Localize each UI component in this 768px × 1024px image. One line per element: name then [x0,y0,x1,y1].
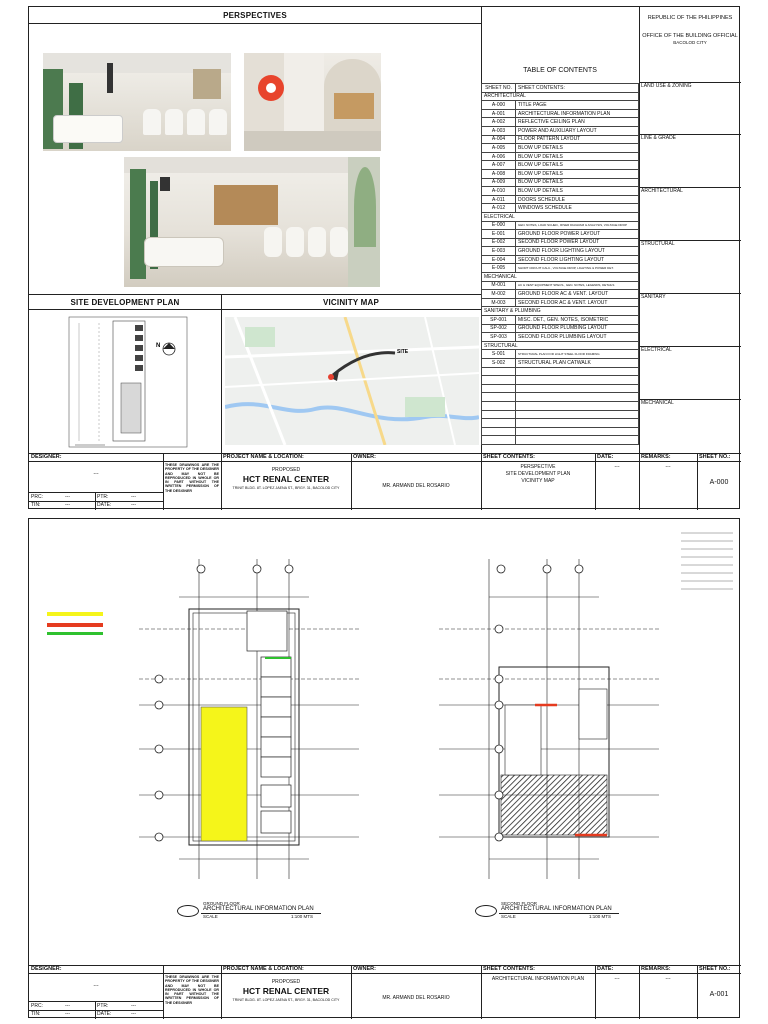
perspective-render-treatment-area [124,157,380,287]
prc-value: --- [65,1003,70,1009]
republic-text: REPUBLIC OF THE PHILIPPINES [647,15,733,21]
toc-sheet-title: DOORS SCHEDULE [516,195,639,204]
toc-row [482,187,639,196]
toc-sheet-no [482,367,516,376]
vicinity-title: VICINITY MAP [322,298,380,307]
toc-sheet-no: A-003 [482,126,516,135]
toc-row [482,144,639,153]
toc-sheet-title: GROUND FLOOR PLUMBING LAYOUT [516,324,639,333]
toc-sheet-no: E-003 [482,247,516,256]
toc-row [482,401,639,410]
proposed-label: PROPOSED [271,467,301,473]
designer-value: --- [93,983,99,989]
toc-sheet-no: A-000 [482,101,516,110]
toc-title: TABLE OF CONTENTS [523,67,597,74]
toc-sheet-no: A-009 [482,178,516,187]
discipline-label: LINE & GRADE [641,135,677,141]
toc-sheet-title: BLOW UP DETAILS [516,144,639,153]
tin-label: TIN: [31,1011,41,1017]
title-block [29,965,741,1019]
sheet-no-label: SHEET NO.: [699,454,731,460]
toc-sheet-title: REFLECTIVE CEILING PLAN [516,118,639,127]
toc-row [482,281,639,290]
second-floor-scale-label: SCALE [501,914,516,919]
toc-row [482,195,639,204]
toc-row [482,169,639,178]
sheet-a001 [28,518,740,1018]
toc-sheet-no [482,427,516,436]
perspective-render-lobby [43,53,231,151]
toc-sheet-no: E-004 [482,255,516,264]
prc-value: --- [65,494,70,500]
project-label: PROJECT NAME & LOCATION: [223,454,304,460]
toc-row [482,427,639,436]
toc-sheet-no [482,384,516,393]
toc-sheet-no: A-004 [482,135,516,144]
toc-row [482,109,639,118]
ground-floor-title-bubble [177,905,199,917]
office-text: OFFICE OF THE BUILDING OFFICIAL [642,33,738,39]
toc-row [482,152,639,161]
toc-sheet-title [516,419,639,428]
toc-row [482,307,639,316]
sheet-contents-line: PERSPECTIVE [520,464,556,470]
toc-row [482,238,639,247]
toc-sheet-title [516,401,639,410]
toc-sheet-title: BLOW UP DETAILS [516,152,639,161]
owner-label: OWNER: [353,454,376,460]
toc-row [482,359,639,368]
toc-sheet-no: M-001 [482,281,516,290]
site-label: SITE [397,349,409,355]
toc-sheet-title: SECOND FLOOR LIGHTING LAYOUT [516,255,639,264]
perspectives-title: PERSPECTIVES [223,11,287,20]
sheet-number: A-001 [709,991,729,998]
ground-floor-plan-title: ARCHITECTURAL INFORMATION PLAN [203,906,314,912]
toc-sheet-no: SP-001 [482,316,516,325]
ptr-value: --- [131,494,136,500]
toc-sheet-title [516,393,639,402]
sheet-no-label: SHEET NO.: [699,966,731,972]
toc-sheet-title: ARCHITECTURAL INFORMATION PLAN [516,109,639,118]
tin-label: TIN: [31,502,41,508]
toc-sheet-title: WINDOWS SCHEDULE [516,204,639,213]
toc-sheet-no: A-011 [482,195,516,204]
area-schedule-block [679,525,735,595]
toc-sheet-title: GROUND FLOOR LIGHTING LAYOUT [516,247,639,256]
toc-sheet-no: E-000 [482,221,516,230]
toc-section-label: MECHANICAL [482,273,639,282]
toc-section-label: ARCHITECTURAL [482,92,639,101]
toc-row [482,135,639,144]
toc-row [482,161,639,170]
remarks-label: REMARKS: [641,454,671,460]
tin-value: --- [65,1011,70,1017]
ground-floor-scale-value: 1:100 MTS [291,914,314,919]
perspective-render-reception [244,53,381,151]
second-floor-scale-value: 1:100 MTS [589,914,612,919]
toc-row [482,393,639,402]
toc-sheet-title: STRUCTURAL PLAN CATWALK [516,359,639,368]
second-floor-title-bubble [475,905,497,917]
toc-sheet-title: POWER AND AUXILIARY LAYOUT [516,126,639,135]
project-address: TRINIT BLDG. 8T. LOPEZ JAENA ST., BRGY. 31, BACOLOD CITY [232,998,340,1002]
toc-row [482,384,639,393]
toc-row [482,290,639,299]
project-name: HCT RENAL CENTER [242,986,330,996]
toc-sheet-title [516,367,639,376]
toc-sheet-no: E-005 [482,264,516,273]
toc-sheet-no: A-006 [482,152,516,161]
toc-sheet-title [516,384,639,393]
toc-sheet-no: A-008 [482,169,516,178]
toc-sheet-no [482,401,516,410]
toc-row [482,118,639,127]
project-address: TRINIT BLDG. 8T. LOPEZ JAENA ST., BRGY. 31, BACOLOD CITY [232,486,340,490]
designer-label: DESIGNER: [31,454,62,460]
toc-sheet-no: A-002 [482,118,516,127]
toc-sheet-no: A-005 [482,144,516,153]
date-column-value: --- [614,976,620,982]
toc-sheet-title: SECOND FLOOR PLUMBING LAYOUT [516,333,639,342]
ground-floor-label: GROUND FLOOR [203,901,240,906]
legend-yellow-swatch [47,612,103,616]
copyright-notice: THESE DRAWINGS ARE THE PROPERTY OF THE DESIGNER AND MAY NOT BE REPRODUCED IN WHOLE OR IN PART WITHOUT THE WRITTEN PERMISSION OF THE DESIGNER [165,975,219,1005]
toc-row [482,101,639,110]
toc-sheet-title: SHORT CIRCUIT CALC., VOLTAGE DROP, LIGHTING & POWER DET. [516,264,639,273]
toc-sheet-no [482,393,516,402]
toc-sheet-no: A-010 [482,187,516,196]
toc-sheet-no: E-002 [482,238,516,247]
ground-floor-scale-label: SCALE [203,914,218,919]
date-value: --- [131,1011,136,1017]
sheet-contents-line: VICINITY MAP [521,478,555,484]
toc-sheet-no: S-002 [482,359,516,368]
north-arrow-label: N [156,343,161,349]
toc-row [482,92,639,101]
owner-name: MR. ARMAND DEL ROSARIO [382,995,450,1001]
toc-row [482,178,639,187]
remarks-label: REMARKS: [641,966,671,972]
remarks-value: --- [665,464,671,470]
toc-sheet-title: BLOW UP DETAILS [516,169,639,178]
toc-row [482,341,639,350]
sheet-contents-line: SITE DEVELOPMENT PLAN [505,471,571,477]
toc-row [482,273,639,282]
project-label: PROJECT NAME & LOCATION: [223,966,304,972]
toc-head-sheet-no: SHEET NO. [482,84,516,93]
toc-sheet-no [482,410,516,419]
second-floor-plan [429,549,669,879]
second-floor-plan-title: ARCHITECTURAL INFORMATION PLAN [501,906,612,912]
toc-row [482,126,639,135]
toc-sheet-no: SP-002 [482,324,516,333]
proposed-label: PROPOSED [271,979,301,985]
toc-sheet-title: GROUND FLOOR POWER LAYOUT [516,230,639,239]
discipline-label: ARCHITECTURAL [641,188,683,194]
discipline-label: LAND USE & ZONING [641,83,692,89]
toc-sheet-no: SP-003 [482,333,516,342]
toc-row [482,221,639,230]
city-text: BACOLOD CITY [673,40,707,45]
toc-sheet-title: GROUND FLOOR AC & VENT. LAYOUT [516,290,639,299]
discipline-label: MECHANICAL [641,400,674,406]
title-block [29,453,741,510]
owner-label: OWNER: [353,966,376,972]
date-column-label: DATE: [597,454,614,460]
toc-sheet-no: A-001 [482,109,516,118]
discipline-label: STRUCTURAL [641,241,675,247]
toc-row [482,204,639,213]
ptr-value: --- [131,1003,136,1009]
toc-sheet-no: A-012 [482,204,516,213]
remarks-value: --- [665,976,671,982]
toc-row [482,419,639,428]
toc-sheet-title: BLOW UP DETAILS [516,161,639,170]
toc-row [482,333,639,342]
toc-sheet-title: AC & VENT EQUIPMENT SPECS., GEN. NOTES, LEGENDS, DETAILS [516,281,639,290]
sheet-number: A-000 [709,479,729,486]
ptr-label: PTR: [97,494,109,500]
sheet-contents-label: SHEET CONTENTS: [483,966,535,972]
toc-sheet-title: SECOND FLOOR AC & VENT. LAYOUT [516,298,639,307]
toc-row [482,298,639,307]
toc-sheet-title: BLOW UP DETAILS [516,178,639,187]
toc-row [482,212,639,221]
designer-value: --- [93,471,99,477]
copyright-notice: THESE DRAWINGS ARE THE PROPERTY OF THE DESIGNER AND MAY NOT BE REPRODUCED IN WHOLE OR IN PART WITHOUT THE WRITTEN PERMISSION OF THE DESIGNER [165,463,219,493]
toc-row [482,230,639,239]
toc-sheet-title: STRUCTURAL PLAN FOR LIGHT STEEL FLOOR FRAMING [516,350,639,359]
owner-name: MR. ARMAND DEL ROSARIO [382,483,450,489]
toc-sheet-title: SECOND FLOOR POWER LAYOUT [516,238,639,247]
toc-sheet-title: MISC. DET., GEN. NOTES, ISOMETRIC [516,316,639,325]
toc-row [482,410,639,419]
date-label: DATE: [97,1011,112,1017]
discipline-label: SANITARY [641,294,666,300]
second-floor-label: SECOND FLOOR [501,901,538,906]
ground-floor-plan [129,549,369,879]
toc-section-label: SANITARY & PLUMBING [482,307,639,316]
toc-row [482,247,639,256]
sheet-contents-value [481,464,595,485]
sheet-a000 [28,6,740,509]
toc-row [482,367,639,376]
table-of-contents [481,83,639,445]
prc-label: PRC: [31,494,43,500]
sheet-contents-label: SHEET CONTENTS: [483,454,535,460]
toc-row [482,324,639,333]
toc-sheet-title: BLOW UP DETAILS [516,187,639,196]
date-column-value: --- [614,464,620,470]
prc-label: PRC: [31,1003,43,1009]
toc-sheet-title: TITLE PAGE [516,101,639,110]
toc-sheet-title [516,427,639,436]
toc-section-label: ELECTRICAL [482,212,639,221]
date-label: DATE: [97,502,112,508]
toc-row [482,436,639,445]
toc-row [482,350,639,359]
designer-label: DESIGNER: [31,966,62,972]
legend-red-swatch [47,623,103,627]
date-column-label: DATE: [597,966,614,972]
toc-sheet-no: S-001 [482,350,516,359]
site-plan-title: SITE DEVELOPMENT PLAN [70,298,180,307]
date-value: --- [131,502,136,508]
toc-sheet-no [482,436,516,445]
legend-green-swatch [47,632,103,635]
toc-sheet-no: M-002 [482,290,516,299]
site-development-plan-drawing [39,313,215,451]
toc-sheet-no: A-007 [482,161,516,170]
discipline-label: ELECTRICAL [641,347,672,353]
toc-row [482,255,639,264]
toc-sheet-title [516,410,639,419]
toc-sheet-title [516,436,639,445]
vicinity-map [225,317,479,445]
toc-section-label: STRUCTURAL [482,341,639,350]
toc-sheet-title [516,376,639,385]
tin-value: --- [65,502,70,508]
toc-row [482,264,639,273]
toc-sheet-no [482,376,516,385]
toc-sheet-no [482,419,516,428]
sheet-contents-value [481,976,595,983]
toc-sheet-title: GEN. NOTES, LOAD SCHED., RISER DIAGRAM & ANALYSIS, VOLTAGE DROP [516,221,639,230]
ptr-label: PTR: [97,1003,109,1009]
toc-sheet-no: E-001 [482,230,516,239]
toc-row [482,316,639,325]
toc-row [482,376,639,385]
toc-sheet-title: FLOOR PATTERN LAYOUT [516,135,639,144]
sheet-contents-line: ARCHITECTURAL INFORMATION PLAN [491,976,585,982]
toc-head-contents: SHEET CONTENTS: [516,84,639,93]
project-name: HCT RENAL CENTER [242,474,330,484]
toc-sheet-no: M-003 [482,298,516,307]
